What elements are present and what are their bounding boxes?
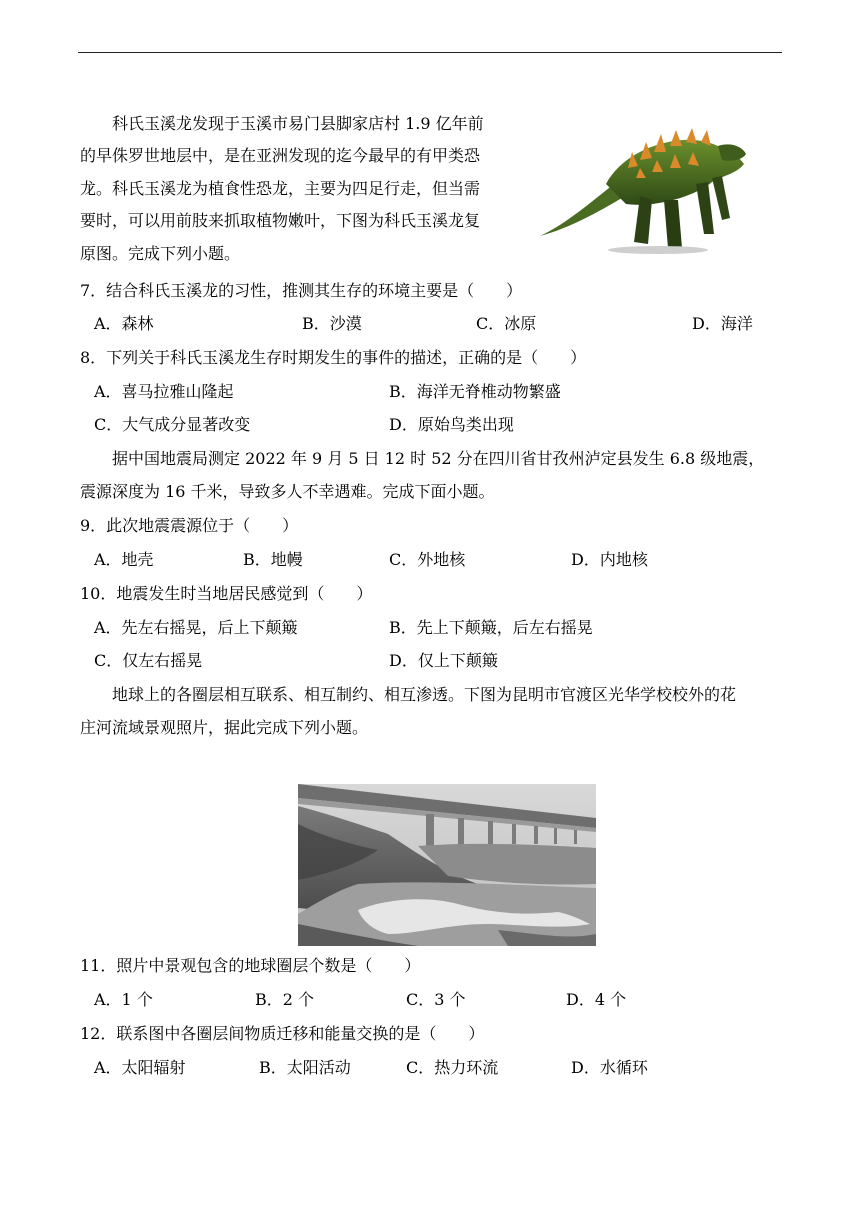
dinosaur-illustration (536, 124, 748, 256)
q8-option-a: A．喜马拉雅山隆起 (94, 382, 234, 401)
river-bridge-photo (298, 784, 596, 946)
intro3-line: 庄河流域景观照片，据此完成下列小题。 (80, 718, 369, 737)
q10-option-c: C．仅左右摇晃 (94, 651, 203, 670)
intro2-line: 震源深度为 16 千米，导致多人不幸遇难。完成下面小题。 (80, 482, 495, 501)
intro3-line: 地球上的各圈层相互联系、相互制约、相互渗透。下图为昆明市官渡区光华学校校外的花 (80, 685, 737, 704)
question-10-stem: 10．地震发生时当地居民感觉到（ ） (80, 584, 373, 603)
question-8-stem: 8．下列关于科氏玉溪龙生存时期发生的事件的描述，正确的是（ ） (80, 348, 587, 367)
q7-option-a: A．森林 (94, 314, 154, 333)
intro-paragraph-dinosaur (80, 108, 512, 270)
q12-option-d: D．水循环 (571, 1058, 648, 1077)
q10-option-b: B．先上下颠簸，后左右摇晃 (389, 618, 593, 637)
question-11-stem: 11．照片中景观包含的地球圈层个数是（ ） (80, 956, 421, 975)
q9-option-c: C．外地核 (389, 550, 466, 569)
q11-option-c: C．3 个 (406, 990, 466, 1009)
q12-option-a: A．太阳辐射 (94, 1058, 186, 1077)
q8-option-d: D．原始鸟类出现 (389, 415, 514, 434)
question-12-stem: 12．联系图中各圈层间物质迁移和能量交换的是（ ） (80, 1024, 485, 1043)
question-7-stem: 7．结合科氏玉溪龙的习性，推测其生存的环境主要是（ ） (80, 281, 523, 300)
intro2-line: 据中国地震局测定 2022 年 9 月 5 日 12 时 52 分在四川省甘孜州泸定县发生 6.8 级地震， (80, 449, 765, 468)
q7-option-c: C．冰原 (476, 314, 537, 333)
q9-option-d: D．内地核 (571, 550, 648, 569)
intro-paragraph-earthquake (80, 442, 764, 508)
intro1-line: 科氏玉溪龙发现于玉溪市易门县脚家店村 1.9 亿年前 (112, 114, 484, 133)
q12-option-b: B．太阳活动 (259, 1058, 351, 1077)
q10-option-d: D．仅上下颠簸 (389, 651, 498, 670)
intro1-line: 原图。完成下列小题。 (80, 243, 241, 263)
q10-option-a: A．先左右摇晃，后上下颠簸 (94, 618, 298, 637)
q7-option-b: B．沙漠 (302, 314, 362, 333)
q9-option-a: A．地壳 (94, 550, 154, 569)
q8-option-c: C．大气成分显著改变 (94, 415, 251, 434)
q7-option-d: D．海洋 (692, 314, 753, 333)
intro1-line: 龙。科氏玉溪龙为植食性恐龙，主要为四足行走，但当需 (80, 178, 481, 198)
intro-paragraph-spheres (80, 678, 736, 744)
q8-option-b: B．海洋无脊椎动物繁盛 (389, 382, 561, 401)
q11-option-a: A．1 个 (94, 990, 153, 1009)
q11-option-d: D．4 个 (566, 990, 627, 1009)
header-rule (78, 52, 782, 53)
q11-option-b: B．2 个 (255, 990, 315, 1009)
question-9-stem: 9．此次地震震源位于（ ） (80, 516, 299, 535)
intro1-line: 的早侏罗世地层中，是在亚洲发现的迄今最早的有甲类恐 (80, 146, 481, 166)
intro1-line: 要时，可以用前肢来抓取植物嫩叶，下图为科氏玉溪龙复 (80, 211, 481, 231)
q9-option-b: B．地幔 (243, 550, 303, 569)
q12-option-c: C．热力环流 (406, 1058, 499, 1077)
